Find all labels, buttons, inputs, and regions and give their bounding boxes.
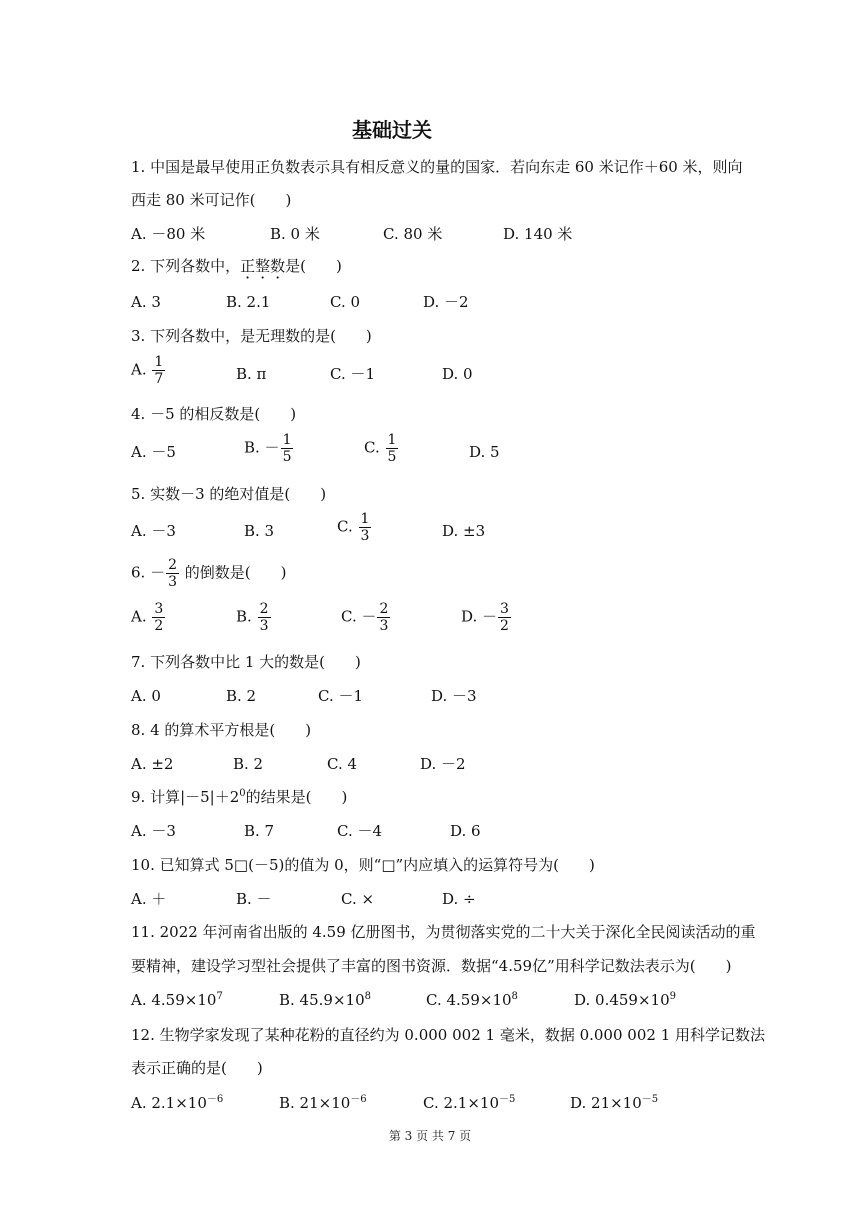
q12-c-exponent: －5 — [499, 1094, 516, 1105]
q6-option-a — [131, 601, 166, 634]
question-9 — [131, 787, 347, 807]
q12-option-b — [279, 1093, 367, 1113]
q2-option-d: D. －2 — [423, 293, 469, 311]
q6-b-denominator: 3 — [259, 618, 269, 634]
q5-option-b: B. 3 — [244, 522, 275, 540]
q7-option-b: B. 2 — [226, 687, 257, 705]
question-11-line-1: 11. 2022 年河南省出版的 4.59 亿册图书，为贯彻落实党的二十大关于深化全民阅读活动的重 — [131, 923, 756, 941]
question-4: 4. －5 的相反数是( ) — [131, 405, 297, 423]
q12-option-d — [570, 1093, 658, 1113]
q4-option-b — [244, 432, 294, 465]
q5-c-fraction — [359, 511, 372, 544]
question-7: 7. 下列各数中比 1 大的数是( ) — [131, 653, 361, 671]
q4-c-label: C. — [364, 438, 380, 457]
q4-option-d: D. 5 — [469, 443, 500, 461]
q12-d-exponent: －5 — [641, 1094, 659, 1105]
q8-option-d: D. －2 — [420, 755, 466, 773]
q7-option-a: A. 0 — [131, 687, 161, 705]
q6-a-denominator: 2 — [154, 618, 164, 634]
q11-option-a — [131, 990, 223, 1010]
q2-emphasis-2: 整 — [255, 257, 271, 275]
q1-option-b: B. 0 米 — [270, 225, 320, 243]
q9-option-b: B. 7 — [244, 822, 275, 840]
q12-option-a — [131, 1093, 223, 1113]
q6-prefix: 6. － — [131, 563, 166, 582]
q6-a-numerator: 3 — [154, 601, 164, 617]
question-1-line-1: 1. 中国是最早使用正负数表示具有相反意义的量的国家．若向东走 60 米记作＋60 米，则向 — [131, 158, 743, 176]
q12-b-base: B. 21×10 — [279, 1094, 351, 1112]
q6-a-fraction — [152, 601, 165, 634]
q9-prefix: 9. 计算|－5|＋2 — [131, 788, 240, 806]
q2-suffix: 是( ) — [285, 257, 342, 275]
q5-c-numerator: 1 — [360, 511, 370, 527]
q2-prefix: 2. 下列各数中， — [131, 257, 241, 275]
q6-option-b — [236, 601, 272, 634]
q4-option-c — [364, 432, 399, 465]
question-12-line-1: 12. 生物学家发现了某种花粉的直径约为 0.000 002 1 毫米，数据 0.000 002 1 用科学记数法 — [131, 1026, 766, 1044]
q6-d-fraction — [498, 601, 511, 634]
q3-a-numerator: 1 — [154, 354, 164, 370]
q3-option-b: B. π — [236, 365, 267, 383]
q1-option-d: D. 140 米 — [503, 225, 573, 243]
q1-option-a: A. －80 米 — [131, 225, 206, 243]
q11-a-exponent: 7 — [216, 991, 223, 1002]
q8-option-b: B. 2 — [233, 755, 264, 773]
q3-option-c: C. －1 — [330, 365, 376, 383]
q6-d-numerator: 3 — [500, 601, 509, 617]
question-6 — [131, 557, 287, 590]
q11-d-exponent: 9 — [669, 991, 676, 1002]
q6-b-numerator: 2 — [259, 601, 269, 617]
question-3: 3. 下列各数中，是无理数的是( ) — [131, 327, 372, 345]
q9-option-a: A. －3 — [131, 822, 176, 840]
q5-c-label: C. — [337, 517, 353, 536]
q2-option-a: A. 3 — [131, 293, 161, 311]
question-8: 8. 4 的算术平方根是( ) — [131, 721, 312, 739]
q12-b-exponent: －6 — [350, 1094, 367, 1105]
q5-option-d: D. ±3 — [442, 522, 486, 540]
q3-option-a — [131, 354, 166, 387]
question-5: 5. 实数－3 的绝对值是( ) — [131, 485, 327, 503]
q5-option-a: A. －3 — [131, 522, 176, 540]
q3-a-label: A. — [131, 360, 147, 379]
question-11-line-2: 要精神，建设学习型社会提供了丰富的图书资源．数据“4.59亿”用科学记数法表示为( ) — [131, 957, 732, 975]
q6-c-numerator: 2 — [379, 601, 389, 617]
q4-b-label: B. － — [244, 438, 280, 457]
q3-option-d: D. 0 — [442, 365, 473, 383]
question-10: 10. 已知算式 5□(－5)的值为 0，则“□”内应填入的运算符号为( ) — [131, 856, 595, 874]
question-12-line-2: 表示正确的是( ) — [131, 1059, 263, 1077]
q6-a-label: A. — [131, 607, 147, 626]
q2-emphasis-3: 数 — [270, 257, 286, 275]
q3-a-denominator: 7 — [154, 371, 164, 387]
q9-option-c: C. －4 — [337, 822, 383, 840]
q11-option-d — [574, 990, 676, 1010]
q10-option-b: B. － — [236, 890, 272, 908]
q6-numerator: 2 — [168, 557, 178, 573]
q8-option-c: C. 4 — [327, 755, 358, 773]
q2-emphasis-1: 正 — [240, 257, 256, 275]
q6-d-denominator: 2 — [500, 618, 509, 634]
q4-b-denominator: 5 — [282, 449, 292, 465]
q5-c-denominator: 3 — [360, 528, 370, 544]
q11-b-base: B. 45.9×10 — [279, 991, 365, 1009]
q6-option-d — [461, 601, 512, 634]
q2-option-c: C. 0 — [330, 293, 361, 311]
q10-option-a: A. ＋ — [131, 890, 167, 908]
q11-d-base: D. 0.459×10 — [574, 991, 670, 1009]
q4-b-fraction — [281, 432, 294, 465]
q11-option-b — [279, 990, 371, 1010]
q6-fraction — [166, 557, 179, 590]
q11-c-exponent: 8 — [511, 991, 518, 1002]
q4-b-numerator: 1 — [282, 432, 292, 448]
q5-option-c — [337, 511, 372, 544]
q12-a-exponent: －6 — [206, 1094, 224, 1105]
q4-option-a: A. －5 — [131, 443, 176, 461]
q2-option-b: B. 2.1 — [226, 293, 271, 311]
page-footer: 第 3 页 共 7 页 — [388, 1129, 472, 1143]
q7-option-d: D. －3 — [431, 687, 477, 705]
q11-c-base: C. 4.59×10 — [426, 991, 512, 1009]
q3-a-fraction — [152, 354, 165, 387]
q12-d-base: D. 21×10 — [570, 1094, 642, 1112]
q6-option-c — [341, 601, 391, 634]
section-title: 基础过关 — [352, 118, 432, 142]
q9-option-d: D. 6 — [450, 822, 481, 840]
q12-option-c — [423, 1093, 515, 1113]
q11-option-c — [426, 990, 518, 1010]
q6-b-label: B. — [236, 607, 252, 626]
q6-c-label: C. － — [341, 607, 377, 626]
q9-suffix: 的结果是( ) — [245, 788, 348, 806]
q10-option-c: C. × — [341, 890, 375, 908]
q8-option-a: A. ±2 — [131, 755, 174, 773]
q6-c-fraction — [377, 601, 390, 634]
q12-c-base: C. 2.1×10 — [423, 1094, 499, 1112]
q4-c-denominator: 5 — [387, 449, 397, 465]
q7-option-c: C. －1 — [318, 687, 364, 705]
q11-a-base: A. 4.59×10 — [131, 991, 217, 1009]
q1-option-c: C. 80 米 — [383, 225, 443, 243]
q12-a-base: A. 2.1×10 — [131, 1094, 207, 1112]
q4-c-fraction — [386, 432, 399, 465]
q6-denominator: 3 — [168, 574, 178, 590]
q10-option-d: D. ÷ — [442, 890, 476, 908]
q11-b-exponent: 8 — [364, 991, 371, 1002]
question-2 — [131, 256, 342, 276]
q6-suffix: 的倒数是( ) — [184, 563, 287, 582]
q6-b-fraction — [258, 601, 271, 634]
q9-exponent: 0 — [239, 788, 246, 799]
q6-d-label: D. － — [461, 607, 498, 626]
q4-c-numerator: 1 — [387, 432, 397, 448]
q6-c-denominator: 3 — [379, 618, 389, 634]
question-1-line-2: 西走 80 米可记作( ) — [131, 191, 292, 209]
